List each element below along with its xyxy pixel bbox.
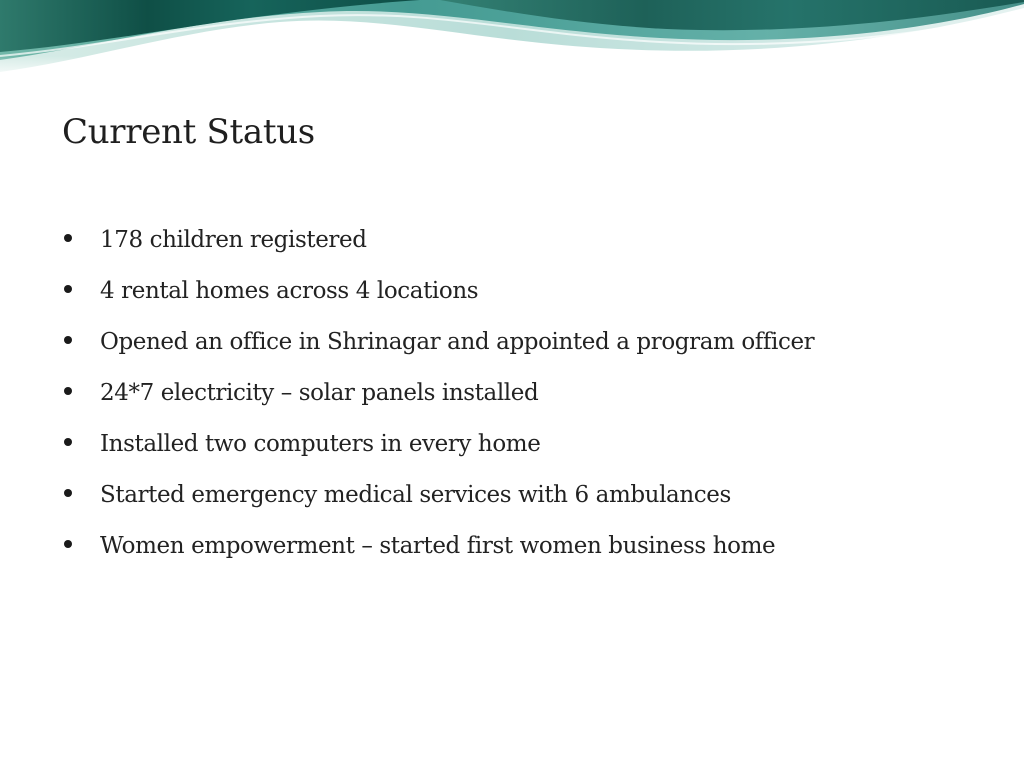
bullet-dot-icon	[64, 285, 72, 293]
bullet-text: 4 rental homes across 4 locations	[100, 277, 479, 304]
bullet-dot-icon	[64, 336, 72, 344]
bullet-item	[62, 367, 982, 418]
bullet-item	[62, 520, 982, 571]
bullet-text: 178 children registered	[100, 226, 367, 253]
bullet-text: Installed two computers in every home	[100, 430, 541, 457]
bullet-item	[62, 469, 982, 520]
bullet-text: Women empowerment – started first women business home	[100, 532, 776, 559]
bullet-text: Started emergency medical services with 6 ambulances	[100, 481, 731, 508]
bullet-text: Opened an office in Shrinagar and appointed a program officer	[100, 328, 815, 355]
bullet-list	[62, 214, 982, 571]
bullet-item	[62, 316, 982, 367]
bullet-item	[62, 418, 982, 469]
bullet-item	[62, 265, 982, 316]
header-wave-decoration	[0, 0, 1024, 80]
bullet-item	[62, 214, 982, 265]
bullet-dot-icon	[64, 234, 72, 242]
bullet-text: 24*7 electricity – solar panels installed	[100, 379, 539, 406]
bullet-dot-icon	[64, 489, 72, 497]
bullet-dot-icon	[64, 540, 72, 548]
bullet-dot-icon	[64, 438, 72, 446]
slide-title: Current Status	[62, 112, 315, 152]
bullet-dot-icon	[64, 387, 72, 395]
